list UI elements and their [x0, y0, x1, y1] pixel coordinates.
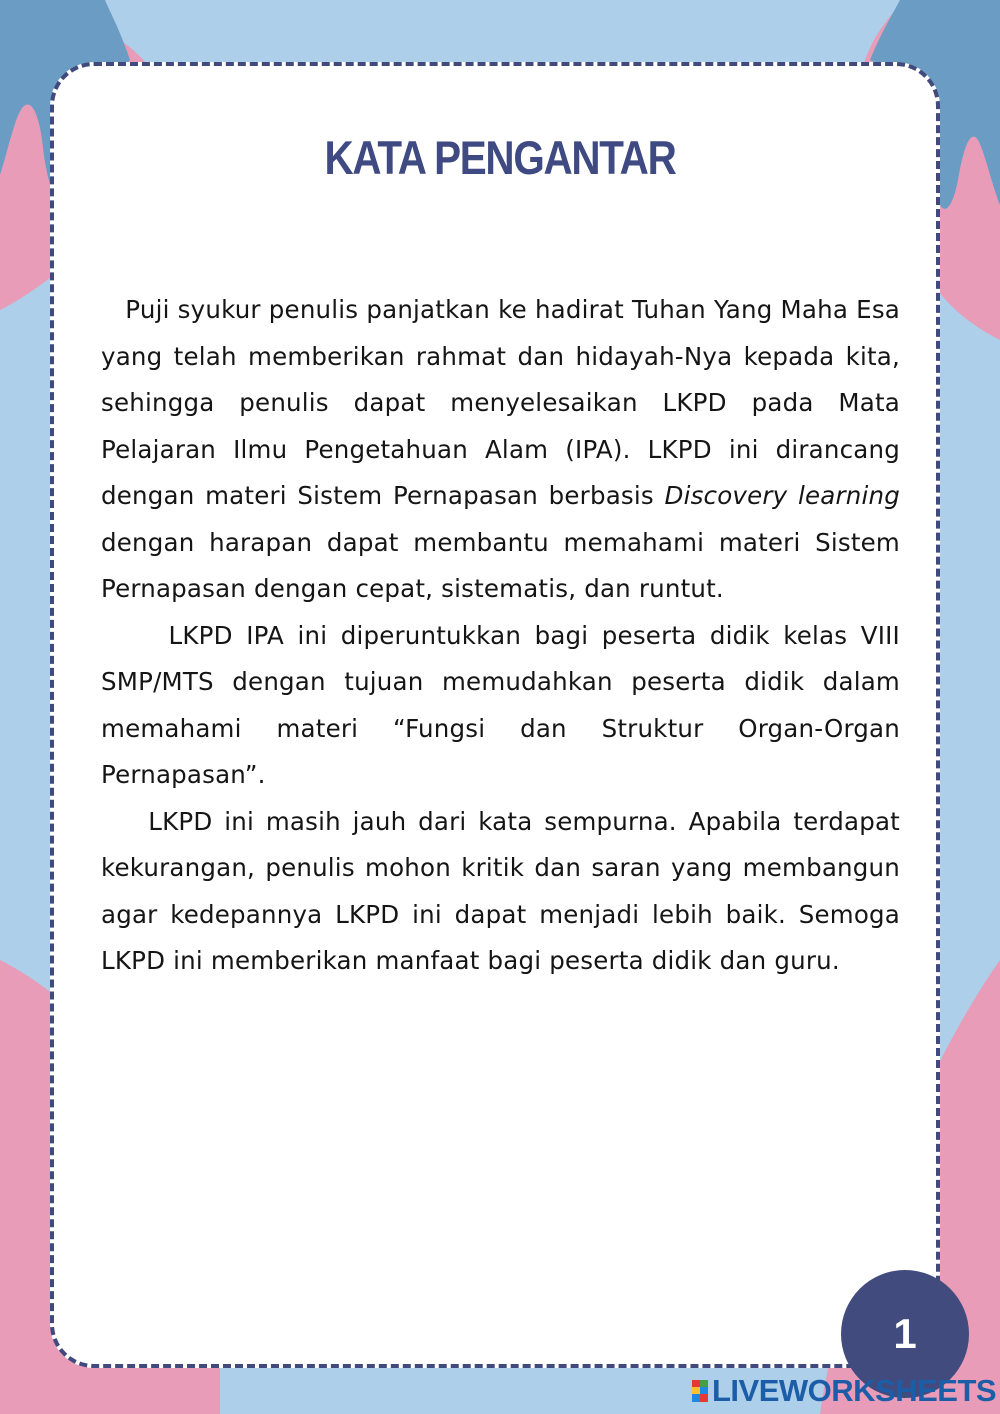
paragraph-3-text: LKPD ini masih jauh dari kata sempurna. Apabila terdapat kekurangan, penulis mohon kritik dan saran yang membangun agar kedepannya LKPD ini dapat menjadi lebih baik. Semoga LKPD ini memberikan manfaat bagi peserta didik dan guru.	[101, 806, 900, 975]
paragraph-3	[101, 799, 900, 985]
page-number-badge: 1	[841, 1270, 969, 1398]
watermark-text: LIVEWORKSHEETS	[712, 1373, 997, 1408]
paragraph-2-text: LKPD IPA ini diperuntukkan bagi peserta didik kelas VIII SMP/MTS dengan tujuan memudahkan peserta didik dalam memahami materi “Fungsi dan Struktur Organ-Organ Pernapasan”.	[101, 620, 900, 789]
page-title: KATA PENGANTAR	[324, 131, 676, 184]
liveworksheets-logo-icon	[692, 1380, 708, 1402]
paragraph-1-text: Puji syukur penulis panjatkan ke hadirat Tuhan Yang Maha Esa yang telah memberikan rahmat dan hidayah-Nya kepada kita, sehingga penulis dapat menyelesaikan LKPD pada Mata Pelajaran Ilmu Pengetahuan Alam (IPA). LKPD ini dirancang dengan materi Sistem Pernapasan berbasis	[101, 295, 900, 510]
paragraph-2	[101, 613, 900, 799]
paragraph-1	[101, 287, 900, 613]
liveworksheets-watermark[interactable]	[692, 1374, 996, 1408]
preface-body	[101, 287, 900, 985]
paragraph-1-italic: Discovery learning	[664, 481, 901, 510]
paragraph-1-text-end: dengan harapan dapat membantu memahami materi Sistem Pernapasan dengan cepat, sistematis, dan runtut.	[101, 527, 900, 603]
